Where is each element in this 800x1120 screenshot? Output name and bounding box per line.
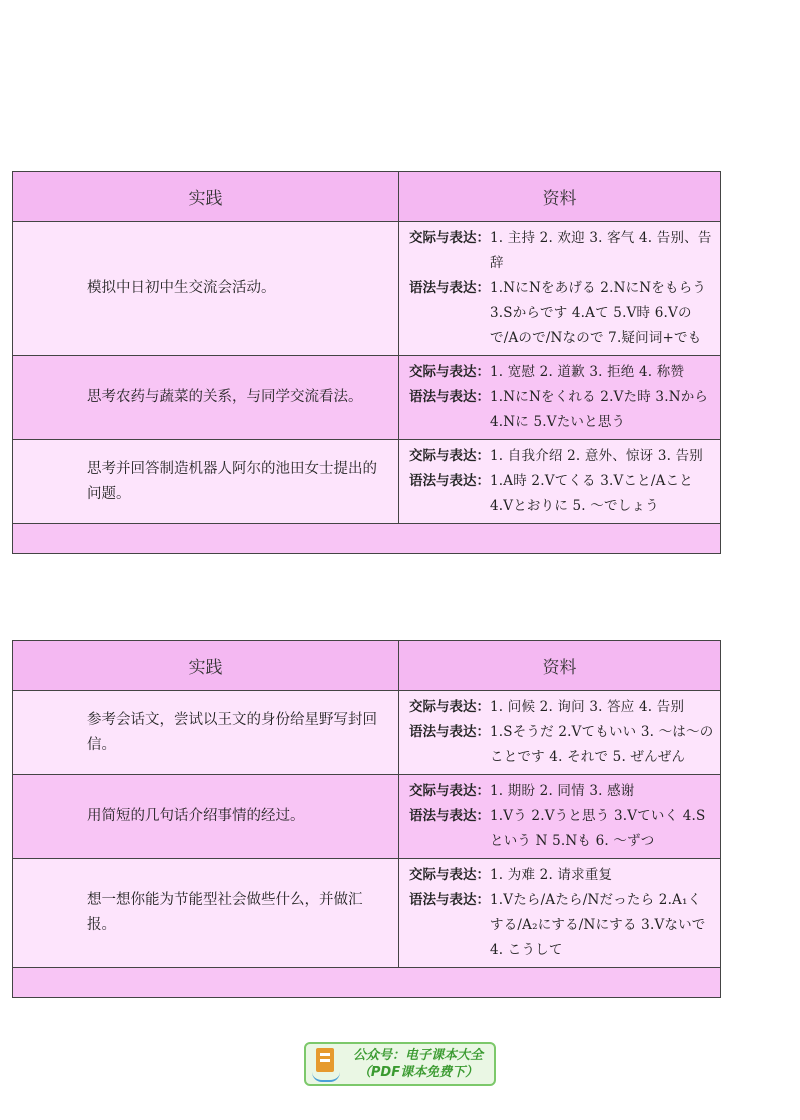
grammar-label: 语法与表达： (409, 724, 490, 740)
communication-label: 交际与表达： (409, 699, 490, 715)
grammar-line (409, 276, 714, 351)
practice-cell: 思考农药与蔬菜的关系，与同学交流看法。 (13, 356, 399, 440)
table-row (13, 440, 721, 524)
practice-materials-table-2 (12, 640, 721, 998)
table-footer (13, 524, 721, 554)
communication-line (409, 779, 714, 804)
header-practice: 实践 (13, 172, 399, 222)
practice-cell: 参考会话文，尝试以王文的身份给星野写封回信。 (13, 691, 399, 775)
header-materials: 资料 (399, 641, 721, 691)
materials-cell (399, 859, 721, 968)
table-row (13, 859, 721, 968)
table-header (13, 172, 721, 222)
table-row (13, 691, 721, 775)
book-icon (312, 1046, 342, 1082)
grammar-label: 语法与表达： (409, 389, 490, 405)
communication-line (409, 695, 714, 720)
grammar-line (409, 888, 714, 963)
communication-items: 1. 宽慰 2. 道歉 3. 拒绝 4. 称赞 (490, 364, 685, 380)
practice-cell: 思考并回答制造机器人阿尔的池田女士提出的问题。 (13, 440, 399, 524)
practice-materials-table-1 (12, 171, 721, 554)
grammar-label: 语法与表达： (409, 473, 490, 489)
communication-label: 交际与表达： (409, 448, 490, 464)
table-row (13, 356, 721, 440)
communication-label: 交际与表达： (409, 230, 490, 246)
materials-cell (399, 356, 721, 440)
header-practice: 实践 (13, 641, 399, 691)
watermark-badge (304, 1042, 496, 1086)
grammar-line (409, 720, 714, 770)
materials-cell (399, 440, 721, 524)
communication-items: 1. 期盼 2. 同情 3. 感谢 (490, 783, 635, 799)
table-footer (13, 968, 721, 998)
grammar-line (409, 804, 714, 854)
practice-cell: 模拟中日初中生交流会活动。 (13, 222, 399, 356)
materials-cell (399, 775, 721, 859)
grammar-items: 1.NにNをくれる 2.Vた時 3.Nから 4.Nに 5.Vたいと思う (490, 389, 709, 430)
communication-label: 交际与表达： (409, 867, 490, 883)
grammar-items: 1.Vたら/Aたら/Nだったら 2.A₁くする/A₂にする/Nにする 3.Vないで 4. こうして (490, 892, 706, 958)
watermark-line-2: （PDF课本免费下） (357, 1065, 479, 1080)
grammar-items: 1.Vう 2.Vうと思う 3.Vていく 4.Sという N 5.Nも 6. 〜ずつ (490, 808, 706, 849)
watermark-text (342, 1047, 494, 1081)
communication-label: 交际与表达： (409, 364, 490, 380)
watermark-line-1: 公众号：电子课本大全 (352, 1048, 483, 1063)
grammar-label: 语法与表达： (409, 808, 490, 824)
table-row (13, 775, 721, 859)
grammar-label: 语法与表达： (409, 280, 490, 296)
practice-cell: 想一想你能为节能型社会做些什么，并做汇报。 (13, 859, 399, 968)
grammar-line (409, 385, 714, 435)
communication-label: 交际与表达： (409, 783, 490, 799)
header-materials: 资料 (399, 172, 721, 222)
communication-items: 1. 自我介绍 2. 意外、惊讶 3. 告别 (490, 448, 703, 464)
table-row (13, 222, 721, 356)
table-header (13, 641, 721, 691)
grammar-items: 1.Sそうだ 2.Vてもいい 3. 〜は〜のことです 4. それで 5. ぜんぜん (490, 724, 714, 765)
communication-line (409, 226, 714, 276)
communication-items: 1. 主持 2. 欢迎 3. 客气 4. 告别、告辞 (490, 230, 712, 271)
materials-cell (399, 222, 721, 356)
communication-items: 1. 问候 2. 询问 3. 答应 4. 告别 (490, 699, 685, 715)
communication-items: 1. 为难 2. 请求重复 (490, 867, 613, 883)
grammar-items: 1.NにNをあげる 2.NにNをもらう 3.Sからです 4.Aて 5.V時 6.Vので/Aので/Nなので 7.疑问词+でも (490, 280, 707, 346)
communication-line (409, 360, 714, 385)
materials-cell (399, 691, 721, 775)
practice-cell: 用简短的几句话介绍事情的经过。 (13, 775, 399, 859)
grammar-line (409, 469, 714, 519)
communication-line (409, 863, 714, 888)
grammar-items: 1.A時 2.Vてくる 3.Vこと/Aこと 4.Vとおりに 5. 〜でしょう (490, 473, 693, 514)
communication-line (409, 444, 714, 469)
grammar-label: 语法与表达： (409, 892, 490, 908)
